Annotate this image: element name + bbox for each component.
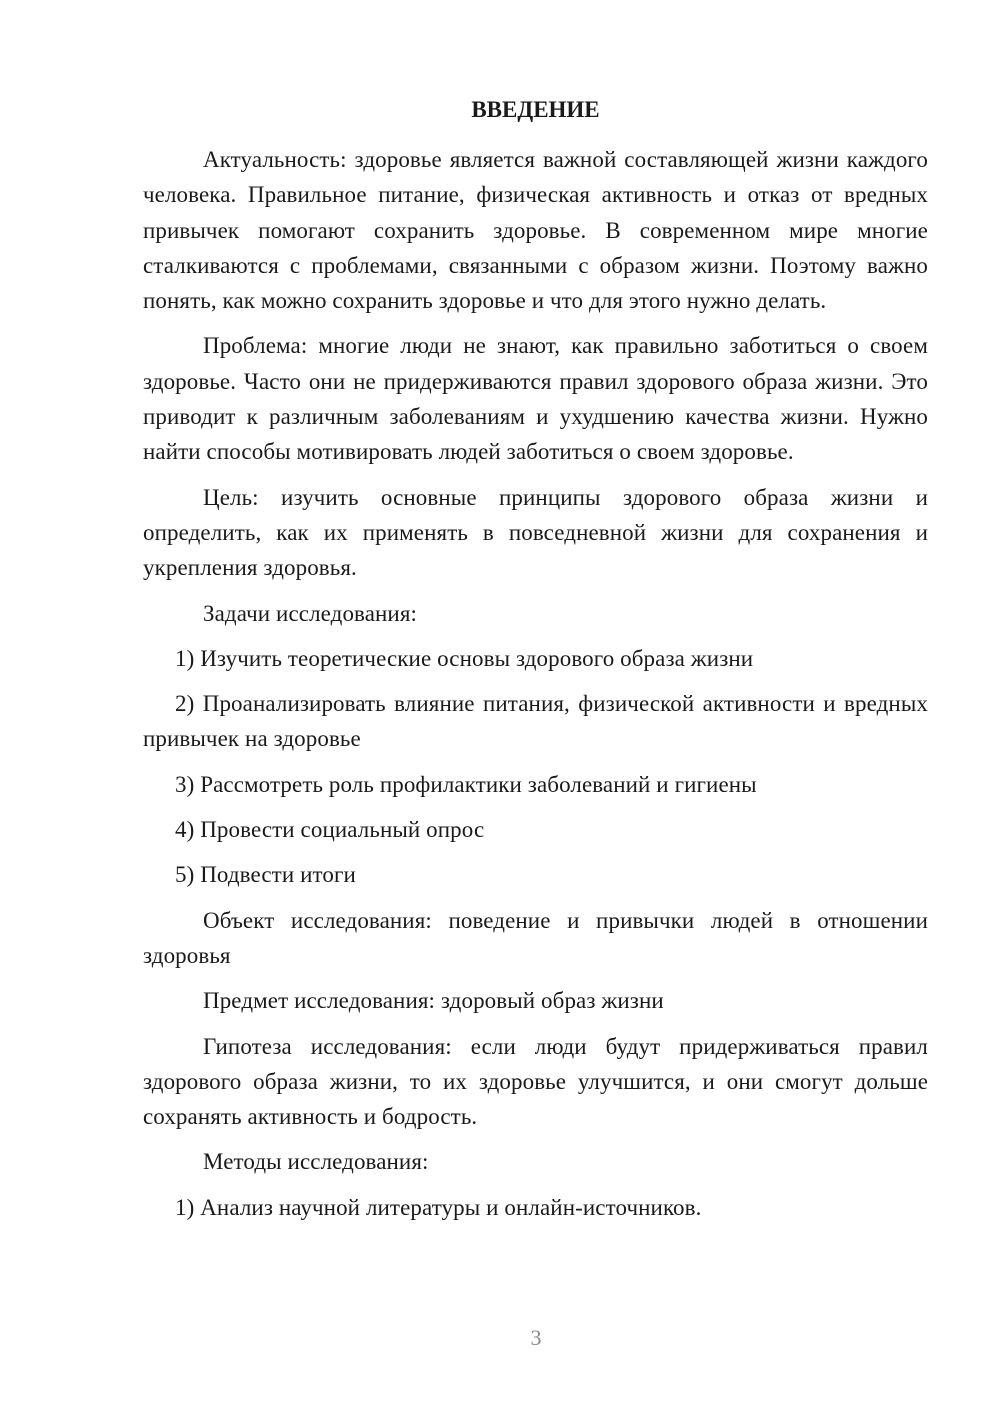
method-item-1: 1) Анализ научной литературы и онлайн-источников.: [175, 1194, 702, 1220]
paragraph-hypothesis: Гипотеза исследования: если люди будут придерживаться правил здорового образа жизни, то их здоровье улучшится, и они смогут дольше сохранять активность и бодрость.: [143, 1033, 928, 1130]
task-item-5: 5) Подвести итоги: [175, 862, 356, 888]
paragraph-problem: Проблема: многие люди не знают, как правильно заботиться о своем здоровье. Часто они не придерживаются правил здорового образа жизни. Это приводит к различным заболеваниям и ухудшению качества жизни. Нужно найти способы мотивировать людей заботиться о своем здоровье.: [143, 333, 928, 465]
task-item-3: 3) Рассмотреть роль профилактики заболеваний и гигиены: [175, 771, 757, 797]
paragraph-methods-heading: Методы исследования:: [203, 1149, 429, 1175]
paragraph-tasks-heading: Задачи исследования:: [203, 600, 418, 626]
paragraph-goal: Цель: изучить основные принципы здорового образа жизни и определить, как их применять в повседневной жизни для сохранения и укрепления здоровья.: [143, 484, 928, 581]
task-item-1: 1) Изучить теоретические основы здорового образа жизни: [175, 645, 754, 671]
paragraph-subject: Предмет исследования: здоровый образ жизни: [203, 988, 664, 1014]
task-item-2: 2) Проанализировать влияние питания, физической активности и вредных привычек на здоровье: [143, 691, 928, 752]
document-page: [143, 92, 928, 1235]
task-item-4: 4) Провести социальный опрос: [175, 817, 485, 843]
section-title: ВВЕДЕНИЕ: [471, 97, 600, 122]
paragraph-relevance: Актуальность: здоровье является важной составляющей жизни каждого человека. Правильное питание, физическая активность и отказ от вредных привычек помогают сохранить здоровье. В современном мире многие сталкиваются с проблемами, связанными с образом жизни. Поэтому важно понять, как можно сохранить здоровье и что для этого нужно делать.: [143, 147, 928, 314]
page-number: 3: [530, 1325, 542, 1350]
paragraph-object: Объект исследования: поведение и привычки людей в отношении здоровья: [143, 907, 928, 968]
